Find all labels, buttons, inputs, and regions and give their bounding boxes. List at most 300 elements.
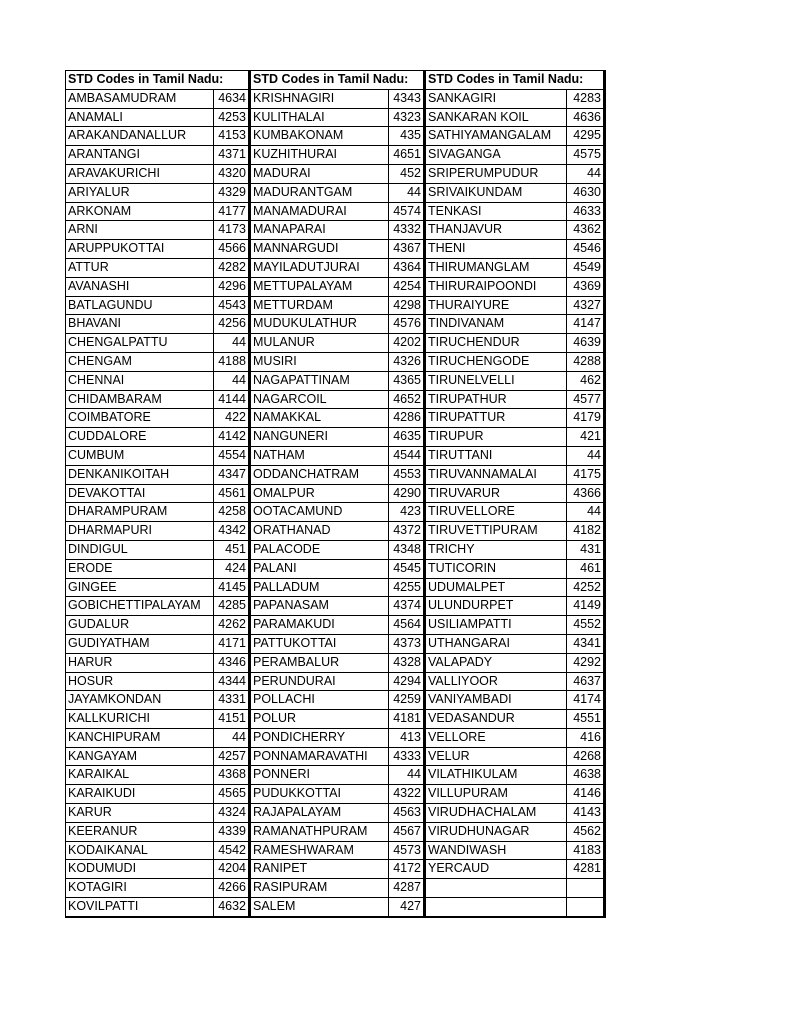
- city-name-cell: TENKASI: [426, 202, 567, 221]
- table-row: [251, 860, 425, 879]
- city-name-cell: PALLADUM: [251, 578, 389, 597]
- std-code-cell: 4328: [389, 653, 425, 672]
- std-code-cell: 4651: [389, 146, 425, 165]
- table-row: [66, 315, 250, 334]
- table-row: [251, 484, 425, 503]
- std-code-cell: 4563: [389, 804, 425, 823]
- std-code-cell: 4633: [567, 202, 605, 221]
- table-row: [66, 728, 250, 747]
- table-row: [426, 597, 605, 616]
- city-name-cell: DENKANIKOITAH: [66, 465, 214, 484]
- std-code-cell: 4285: [214, 597, 250, 616]
- std-code-cell: 4576: [389, 315, 425, 334]
- city-name-cell: VELUR: [426, 747, 567, 766]
- table-row: [66, 146, 250, 165]
- std-code-cell: 4179: [567, 409, 605, 428]
- city-name-cell: TIRUPATHUR: [426, 390, 567, 409]
- city-name-cell: OOTACAMUND: [251, 503, 389, 522]
- std-code-cell: 4577: [567, 390, 605, 409]
- city-name-cell: ARAVAKURICHI: [66, 164, 214, 183]
- city-name-cell: TIRUVARUR: [426, 484, 567, 503]
- std-code-cell: 4323: [389, 108, 425, 127]
- std-code-cell: 4365: [389, 371, 425, 390]
- table-row: [426, 672, 605, 691]
- std-code-cell: 4287: [389, 879, 425, 898]
- std-code-cell: 4567: [389, 822, 425, 841]
- table-row: [251, 465, 425, 484]
- table-row: [251, 334, 425, 353]
- city-name-cell: SALEM: [251, 898, 389, 917]
- city-name-cell: TIRUPUR: [426, 428, 567, 447]
- header-row: [251, 71, 425, 90]
- std-code-cell: 4543: [214, 296, 250, 315]
- std-code-cell: 4632: [214, 898, 250, 917]
- std-code-cell: 4636: [567, 108, 605, 127]
- std-code-cell: 4283: [567, 89, 605, 108]
- table-row: [66, 522, 250, 541]
- table-row: [66, 390, 250, 409]
- table-row: [251, 841, 425, 860]
- city-name-cell: RAMANATHPURAM: [251, 822, 389, 841]
- table-row: [66, 258, 250, 277]
- city-name-cell: THANJAVUR: [426, 221, 567, 240]
- city-name-cell: [426, 898, 567, 917]
- std-code-cell: 4292: [567, 653, 605, 672]
- city-name-cell: DHARAMPURAM: [66, 503, 214, 522]
- std-codes-table-3: [425, 70, 606, 918]
- table-row: [251, 540, 425, 559]
- table-row: [66, 710, 250, 729]
- city-name-cell: MUDUKULATHUR: [251, 315, 389, 334]
- table-row: [426, 898, 605, 917]
- city-name-cell: SIVAGANGA: [426, 146, 567, 165]
- city-name-cell: SRIPERUMPUDUR: [426, 164, 567, 183]
- table-row: [66, 841, 250, 860]
- city-name-cell: KUMBAKONAM: [251, 127, 389, 146]
- table-row: [426, 277, 605, 296]
- std-code-cell: 4348: [389, 540, 425, 559]
- std-code-cell: 4257: [214, 747, 250, 766]
- std-code-cell: 4173: [214, 221, 250, 240]
- std-code-cell: 44: [389, 183, 425, 202]
- header-row: [66, 71, 250, 90]
- std-code-cell: 424: [214, 559, 250, 578]
- std-code-cell: 4634: [214, 89, 250, 108]
- city-name-cell: MULANUR: [251, 334, 389, 353]
- table-row: [251, 428, 425, 447]
- std-code-cell: 4182: [567, 522, 605, 541]
- std-code-cell: 4268: [567, 747, 605, 766]
- table-row: [426, 296, 605, 315]
- table-row: [426, 691, 605, 710]
- std-code-cell: 4630: [567, 183, 605, 202]
- std-code-cell: 4153: [214, 127, 250, 146]
- std-code-cell: 4262: [214, 616, 250, 635]
- table-row: [251, 710, 425, 729]
- std-code-cell: 4204: [214, 860, 250, 879]
- table-row: [426, 710, 605, 729]
- table-row: [426, 465, 605, 484]
- city-name-cell: CHENGALPATTU: [66, 334, 214, 353]
- city-name-cell: TRICHY: [426, 540, 567, 559]
- table-row: [251, 766, 425, 785]
- std-codes-table-2: [250, 70, 426, 918]
- std-code-cell: 4177: [214, 202, 250, 221]
- table-row: [66, 89, 250, 108]
- std-code-cell: 4149: [567, 597, 605, 616]
- table-row: [426, 428, 605, 447]
- std-code-cell: 4364: [389, 258, 425, 277]
- std-code-cell: 462: [567, 371, 605, 390]
- city-name-cell: HOSUR: [66, 672, 214, 691]
- table-row: [66, 822, 250, 841]
- std-code-cell: 4259: [389, 691, 425, 710]
- table-row: [426, 804, 605, 823]
- table-row: [251, 747, 425, 766]
- city-name-cell: ULUNDURPET: [426, 597, 567, 616]
- city-name-cell: MANNARGUDI: [251, 240, 389, 259]
- city-name-cell: NATHAM: [251, 446, 389, 465]
- table-row: [251, 183, 425, 202]
- std-code-cell: 4372: [389, 522, 425, 541]
- std-code-cell: 4288: [567, 352, 605, 371]
- city-name-cell: MADURANTGAM: [251, 183, 389, 202]
- table-row: [426, 578, 605, 597]
- std-code-cell: 4333: [389, 747, 425, 766]
- city-name-cell: RASIPURAM: [251, 879, 389, 898]
- std-code-cell: 4369: [567, 277, 605, 296]
- table-row: [426, 164, 605, 183]
- table-row: [426, 747, 605, 766]
- table-row: [426, 108, 605, 127]
- city-name-cell: BATLAGUNDU: [66, 296, 214, 315]
- city-name-cell: KEERANUR: [66, 822, 214, 841]
- city-name-cell: DHARMAPURI: [66, 522, 214, 541]
- table-row: [251, 352, 425, 371]
- table-row: [426, 334, 605, 353]
- std-code-cell: 4320: [214, 164, 250, 183]
- table-row: [251, 503, 425, 522]
- table-row: [251, 879, 425, 898]
- city-name-cell: ARIYALUR: [66, 183, 214, 202]
- table-row: [426, 371, 605, 390]
- table-row: [426, 860, 605, 879]
- std-code-cell: 4652: [389, 390, 425, 409]
- city-name-cell: TIRUCHENGODE: [426, 352, 567, 371]
- std-code-cell: 4254: [389, 277, 425, 296]
- city-name-cell: TIRUVELLORE: [426, 503, 567, 522]
- city-name-cell: DINDIGUL: [66, 540, 214, 559]
- table-row: [251, 728, 425, 747]
- table-row: [426, 728, 605, 747]
- table-row: [66, 183, 250, 202]
- table-row: [426, 240, 605, 259]
- city-name-cell: USILIAMPATTI: [426, 616, 567, 635]
- std-code-cell: 4145: [214, 578, 250, 597]
- table-row: [251, 653, 425, 672]
- table-row: [426, 616, 605, 635]
- city-name-cell: ARAKANDANALLUR: [66, 127, 214, 146]
- table-row: [251, 89, 425, 108]
- city-name-cell: TIRUNELVELLI: [426, 371, 567, 390]
- table-row: [66, 277, 250, 296]
- std-code-cell: 4332: [389, 221, 425, 240]
- city-name-cell: VIRUDHACHALAM: [426, 804, 567, 823]
- city-name-cell: PARAMAKUDI: [251, 616, 389, 635]
- table-row: [251, 578, 425, 597]
- table-row: [251, 390, 425, 409]
- table-row: [426, 258, 605, 277]
- std-code-cell: 4327: [567, 296, 605, 315]
- std-code-cell: 452: [389, 164, 425, 183]
- std-code-cell: 4368: [214, 766, 250, 785]
- city-name-cell: MANAPARAI: [251, 221, 389, 240]
- std-code-cell: 4553: [389, 465, 425, 484]
- std-code-cell: [567, 898, 605, 917]
- table-row: [66, 672, 250, 691]
- table-row: [66, 653, 250, 672]
- table-row: [66, 428, 250, 447]
- table-row: [66, 127, 250, 146]
- table-row: [251, 559, 425, 578]
- city-name-cell: KOTAGIRI: [66, 879, 214, 898]
- city-name-cell: GOBICHETTIPALAYAM: [66, 597, 214, 616]
- city-name-cell: WANDIWASH: [426, 841, 567, 860]
- table-row: [426, 785, 605, 804]
- city-name-cell: PONNERI: [251, 766, 389, 785]
- std-code-cell: 4542: [214, 841, 250, 860]
- std-code-cell: 4561: [214, 484, 250, 503]
- table-row: [66, 804, 250, 823]
- city-name-cell: THURAIYURE: [426, 296, 567, 315]
- std-code-cell: 4545: [389, 559, 425, 578]
- table-row: [426, 202, 605, 221]
- table-row: [426, 559, 605, 578]
- std-code-cell: 4562: [567, 822, 605, 841]
- city-name-cell: NANGUNERI: [251, 428, 389, 447]
- table-row: [426, 522, 605, 541]
- city-name-cell: TINDIVANAM: [426, 315, 567, 334]
- std-code-cell: 423: [389, 503, 425, 522]
- city-name-cell: DEVAKOTTAI: [66, 484, 214, 503]
- std-code-cell: 4574: [389, 202, 425, 221]
- city-name-cell: TUTICORIN: [426, 559, 567, 578]
- city-name-cell: POLLACHI: [251, 691, 389, 710]
- city-name-cell: KARAIKAL: [66, 766, 214, 785]
- table-row: [251, 296, 425, 315]
- table-row: [66, 240, 250, 259]
- table-row: [251, 371, 425, 390]
- std-code-cell: 4322: [389, 785, 425, 804]
- city-name-cell: ARUPPUKOTTAI: [66, 240, 214, 259]
- std-code-cell: 4371: [214, 146, 250, 165]
- table-row: [251, 672, 425, 691]
- table-row: [66, 446, 250, 465]
- table-row: [66, 691, 250, 710]
- table-row: [426, 822, 605, 841]
- city-name-cell: ORATHANAD: [251, 522, 389, 541]
- std-code-cell: 416: [567, 728, 605, 747]
- city-name-cell: TIRUVANNAMALAI: [426, 465, 567, 484]
- table-row: [66, 616, 250, 635]
- city-name-cell: THIRURAIPOONDI: [426, 277, 567, 296]
- std-code-cell: 4175: [567, 465, 605, 484]
- std-code-cell: 4565: [214, 785, 250, 804]
- city-name-cell: ERODE: [66, 559, 214, 578]
- city-name-cell: YERCAUD: [426, 860, 567, 879]
- std-code-cell: 4290: [389, 484, 425, 503]
- city-name-cell: PATTUKOTTAI: [251, 634, 389, 653]
- table-row: [251, 258, 425, 277]
- std-code-cell: 4367: [389, 240, 425, 259]
- table-row: [66, 503, 250, 522]
- city-name-cell: METTURDAM: [251, 296, 389, 315]
- table-row: [426, 879, 605, 898]
- std-code-cell: 4181: [389, 710, 425, 729]
- city-name-cell: UDUMALPET: [426, 578, 567, 597]
- table-row: [251, 616, 425, 635]
- std-code-cell: 4374: [389, 597, 425, 616]
- table-row: [426, 127, 605, 146]
- city-name-cell: KRISHNAGIRI: [251, 89, 389, 108]
- table-row: [66, 352, 250, 371]
- std-code-cell: 4362: [567, 221, 605, 240]
- std-code-cell: 435: [389, 127, 425, 146]
- city-name-cell: THIRUMANGLAM: [426, 258, 567, 277]
- city-name-cell: PALACODE: [251, 540, 389, 559]
- std-code-cell: 4286: [389, 409, 425, 428]
- city-name-cell: TIRUCHENDUR: [426, 334, 567, 353]
- city-name-cell: JAYAMKONDAN: [66, 691, 214, 710]
- table-row: [251, 785, 425, 804]
- table-row: [251, 409, 425, 428]
- std-code-cell: 4258: [214, 503, 250, 522]
- std-code-cell: 4635: [389, 428, 425, 447]
- table-header: STD Codes in Tamil Nadu:: [426, 71, 605, 90]
- city-name-cell: KALLKURICHI: [66, 710, 214, 729]
- table-row: [426, 484, 605, 503]
- table-row: [426, 841, 605, 860]
- city-name-cell: METTUPALAYAM: [251, 277, 389, 296]
- city-name-cell: PERAMBALUR: [251, 653, 389, 672]
- city-name-cell: ARNI: [66, 221, 214, 240]
- std-code-cell: 4281: [567, 860, 605, 879]
- city-name-cell: COIMBATORE: [66, 409, 214, 428]
- city-name-cell: AMBASAMUDRAM: [66, 89, 214, 108]
- city-name-cell: NAGAPATTINAM: [251, 371, 389, 390]
- table-row: [66, 334, 250, 353]
- city-name-cell: VIRUDHUNAGAR: [426, 822, 567, 841]
- std-code-cell: 4639: [567, 334, 605, 353]
- std-code-cell: 4344: [214, 672, 250, 691]
- city-name-cell: KARAIKUDI: [66, 785, 214, 804]
- std-code-cell: 4296: [214, 277, 250, 296]
- city-name-cell: TIRUTTANI: [426, 446, 567, 465]
- table-row: [66, 747, 250, 766]
- city-name-cell: CHENNAI: [66, 371, 214, 390]
- std-code-cell: 4202: [389, 334, 425, 353]
- std-code-cell: 431: [567, 540, 605, 559]
- std-code-cell: 4331: [214, 691, 250, 710]
- table-row: [251, 164, 425, 183]
- table-row: [251, 822, 425, 841]
- table-row: [426, 352, 605, 371]
- city-name-cell: PUDUKKOTTAI: [251, 785, 389, 804]
- std-code-cell: 4144: [214, 390, 250, 409]
- std-code-cell: 44: [214, 728, 250, 747]
- std-code-cell: 4172: [389, 860, 425, 879]
- city-name-cell: MAYILADUTJURAI: [251, 258, 389, 277]
- table-row: [251, 691, 425, 710]
- table-row: [66, 578, 250, 597]
- table-row: [251, 146, 425, 165]
- city-name-cell: KANCHIPURAM: [66, 728, 214, 747]
- city-name-cell: NAMAKKAL: [251, 409, 389, 428]
- city-name-cell: BHAVANI: [66, 315, 214, 334]
- table-row: [426, 409, 605, 428]
- city-name-cell: KULITHALAI: [251, 108, 389, 127]
- city-name-cell: KODAIKANAL: [66, 841, 214, 860]
- city-name-cell: SANKARAN KOIL: [426, 108, 567, 127]
- table-row: [251, 446, 425, 465]
- city-name-cell: NAGARCOIL: [251, 390, 389, 409]
- std-code-cell: 4637: [567, 672, 605, 691]
- city-name-cell: VANIYAMBADI: [426, 691, 567, 710]
- std-code-cell: 4346: [214, 653, 250, 672]
- table-row: [426, 540, 605, 559]
- table-row: [426, 503, 605, 522]
- city-name-cell: PALANI: [251, 559, 389, 578]
- city-name-cell: CHENGAM: [66, 352, 214, 371]
- city-name-cell: [426, 879, 567, 898]
- city-name-cell: GUDIYATHAM: [66, 634, 214, 653]
- std-code-cell: 4188: [214, 352, 250, 371]
- std-code-cell: 44: [567, 503, 605, 522]
- table-row: [66, 296, 250, 315]
- table-row: [66, 597, 250, 616]
- city-name-cell: MANAMADURAI: [251, 202, 389, 221]
- table-row: [66, 785, 250, 804]
- table-row: [251, 202, 425, 221]
- city-name-cell: ARANTANGI: [66, 146, 214, 165]
- city-name-cell: TIRUVETTIPURAM: [426, 522, 567, 541]
- table-row: [426, 315, 605, 334]
- std-code-cell: 4638: [567, 766, 605, 785]
- std-code-cell: 4174: [567, 691, 605, 710]
- table-row: [66, 559, 250, 578]
- city-name-cell: AVANASHI: [66, 277, 214, 296]
- table-row: [66, 164, 250, 183]
- std-code-cell: 4294: [389, 672, 425, 691]
- std-code-cell: 4142: [214, 428, 250, 447]
- std-code-cell: 4573: [389, 841, 425, 860]
- std-code-cell: 4255: [389, 578, 425, 597]
- city-name-cell: THENI: [426, 240, 567, 259]
- std-code-cell: 4575: [567, 146, 605, 165]
- std-code-cell: 422: [214, 409, 250, 428]
- std-code-cell: 4146: [567, 785, 605, 804]
- table-row: [426, 221, 605, 240]
- city-name-cell: MADURAI: [251, 164, 389, 183]
- city-name-cell: VILLUPURAM: [426, 785, 567, 804]
- std-code-cell: [567, 879, 605, 898]
- std-code-cell: 4546: [567, 240, 605, 259]
- std-code-cell: 427: [389, 898, 425, 917]
- table-row: [66, 202, 250, 221]
- table-row: [66, 108, 250, 127]
- std-code-cell: 4347: [214, 465, 250, 484]
- table-row: [66, 766, 250, 785]
